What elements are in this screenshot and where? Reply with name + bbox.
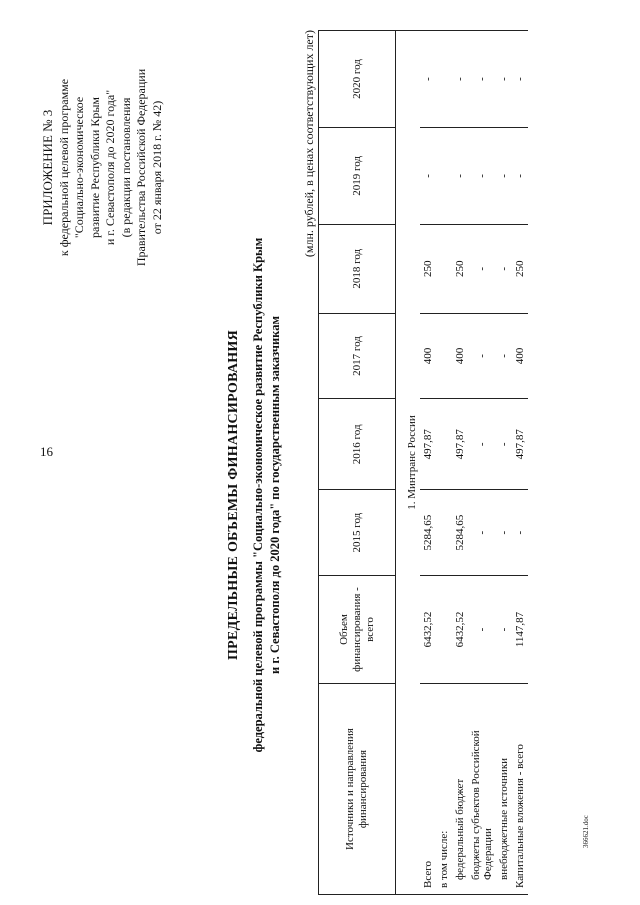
table-cell: 5284,65 — [452, 490, 468, 575]
table-cell: - — [468, 313, 496, 398]
title-block — [226, 175, 284, 815]
section-row — [396, 31, 421, 895]
table-cell — [436, 127, 452, 224]
table-cell: - — [420, 127, 436, 224]
table-row — [468, 31, 496, 895]
row-label: Капитальные вложения - всего — [512, 684, 528, 895]
document-code: 366621.doc — [582, 815, 590, 848]
table-cell: - — [452, 31, 468, 128]
row-label: федеральный бюджет — [452, 684, 468, 895]
table-cell: 400 — [452, 313, 468, 398]
table-row — [420, 31, 436, 895]
table-cell: - — [496, 224, 512, 313]
table-cell: - — [496, 31, 512, 128]
table-cell: - — [452, 127, 468, 224]
table-cell: 1147,87 — [512, 575, 528, 683]
landscape-sheet — [0, 10, 640, 895]
table-row — [512, 31, 528, 895]
document-title: ПРЕДЕЛЬНЫЕ ОБЪЕМЫ ФИНАНСИРОВАНИЯ — [226, 329, 241, 661]
column-header: 2015 год — [319, 490, 396, 575]
table-cell: 250 — [452, 224, 468, 313]
table-row — [496, 31, 512, 895]
page-number: 16 — [40, 444, 53, 459]
table-row — [436, 31, 452, 895]
table-cell: 497,87 — [420, 399, 436, 490]
table-cell: 5284,65 — [420, 490, 436, 575]
table-cell — [436, 399, 452, 490]
column-header: 2018 год — [319, 224, 396, 313]
annex-line: к федеральной целевой программе — [56, 78, 71, 257]
table-cell: - — [512, 31, 528, 128]
row-label: внебюджетные источники — [496, 684, 512, 895]
table-row — [452, 31, 468, 895]
table-cell: - — [496, 127, 512, 224]
row-label: в том числе: — [436, 684, 452, 895]
table-cell: 400 — [420, 313, 436, 398]
table-cell: 250 — [420, 224, 436, 313]
table-cell — [436, 31, 452, 128]
units-note: (млн. рублей, в ценах соответствующих лет) — [302, 30, 316, 258]
annex-line: и г. Севастополя до 2020 года" — [103, 89, 117, 246]
annex-line: "Социально-экономическое — [72, 96, 86, 239]
table-cell: - — [468, 575, 496, 683]
table-cell: - — [496, 575, 512, 683]
table-cell: 6432,52 — [452, 575, 468, 683]
table-cell: - — [468, 224, 496, 313]
document-subtitle — [250, 175, 284, 815]
table-cell: 250 — [512, 224, 528, 313]
table-cell: - — [420, 31, 436, 128]
column-header: 2019 год — [319, 127, 396, 224]
column-header: 2020 год — [319, 31, 396, 128]
column-header: Источники и направления финансирования — [319, 684, 396, 895]
table-cell: 6432,52 — [420, 575, 436, 683]
column-header: 2016 год — [319, 399, 396, 490]
table-cell — [436, 575, 452, 683]
table-cell: - — [468, 31, 496, 128]
table-cell: - — [496, 490, 512, 575]
table-cell: - — [468, 490, 496, 575]
financing-table — [318, 30, 528, 895]
table-cell: 497,87 — [452, 399, 468, 490]
annex-line: развитие Республики Крым — [87, 97, 102, 239]
annex-line: Правительства Российской Федерации — [134, 68, 148, 267]
table-cell: 400 — [512, 313, 528, 398]
table-cell: - — [512, 127, 528, 224]
table-cell: - — [496, 313, 512, 398]
table-cell: - — [512, 490, 528, 575]
subtitle-line: федеральной целевой программы "Социально-экономическое развитие Республики Крым — [251, 237, 265, 753]
table-cell: - — [468, 127, 496, 224]
row-label: Всего — [420, 684, 436, 895]
table-cell: 497,87 — [512, 399, 528, 490]
column-header: Объем финансирования - всего — [319, 575, 396, 683]
table-cell: - — [468, 399, 496, 490]
table-cell: - — [496, 399, 512, 490]
subtitle-line: и г. Севастополя до 2020 года" по государственным заказчикам — [268, 316, 282, 674]
table-cell — [436, 490, 452, 575]
row-label: бюджеты субъектов Российской Федерации — [468, 684, 496, 895]
annex-line: от 22 января 2018 г. № 42) — [149, 100, 164, 235]
annex-block — [40, 40, 165, 295]
table-cell — [436, 313, 452, 398]
table-header-row — [319, 31, 396, 895]
annex-line: (в редакции постановления — [118, 97, 133, 238]
column-header: 2017 год — [319, 313, 396, 398]
table-cell — [436, 224, 452, 313]
section-title: 1. Минтранс России — [396, 31, 421, 895]
annex-heading: ПРИЛОЖЕНИЕ № 3 — [40, 109, 55, 226]
